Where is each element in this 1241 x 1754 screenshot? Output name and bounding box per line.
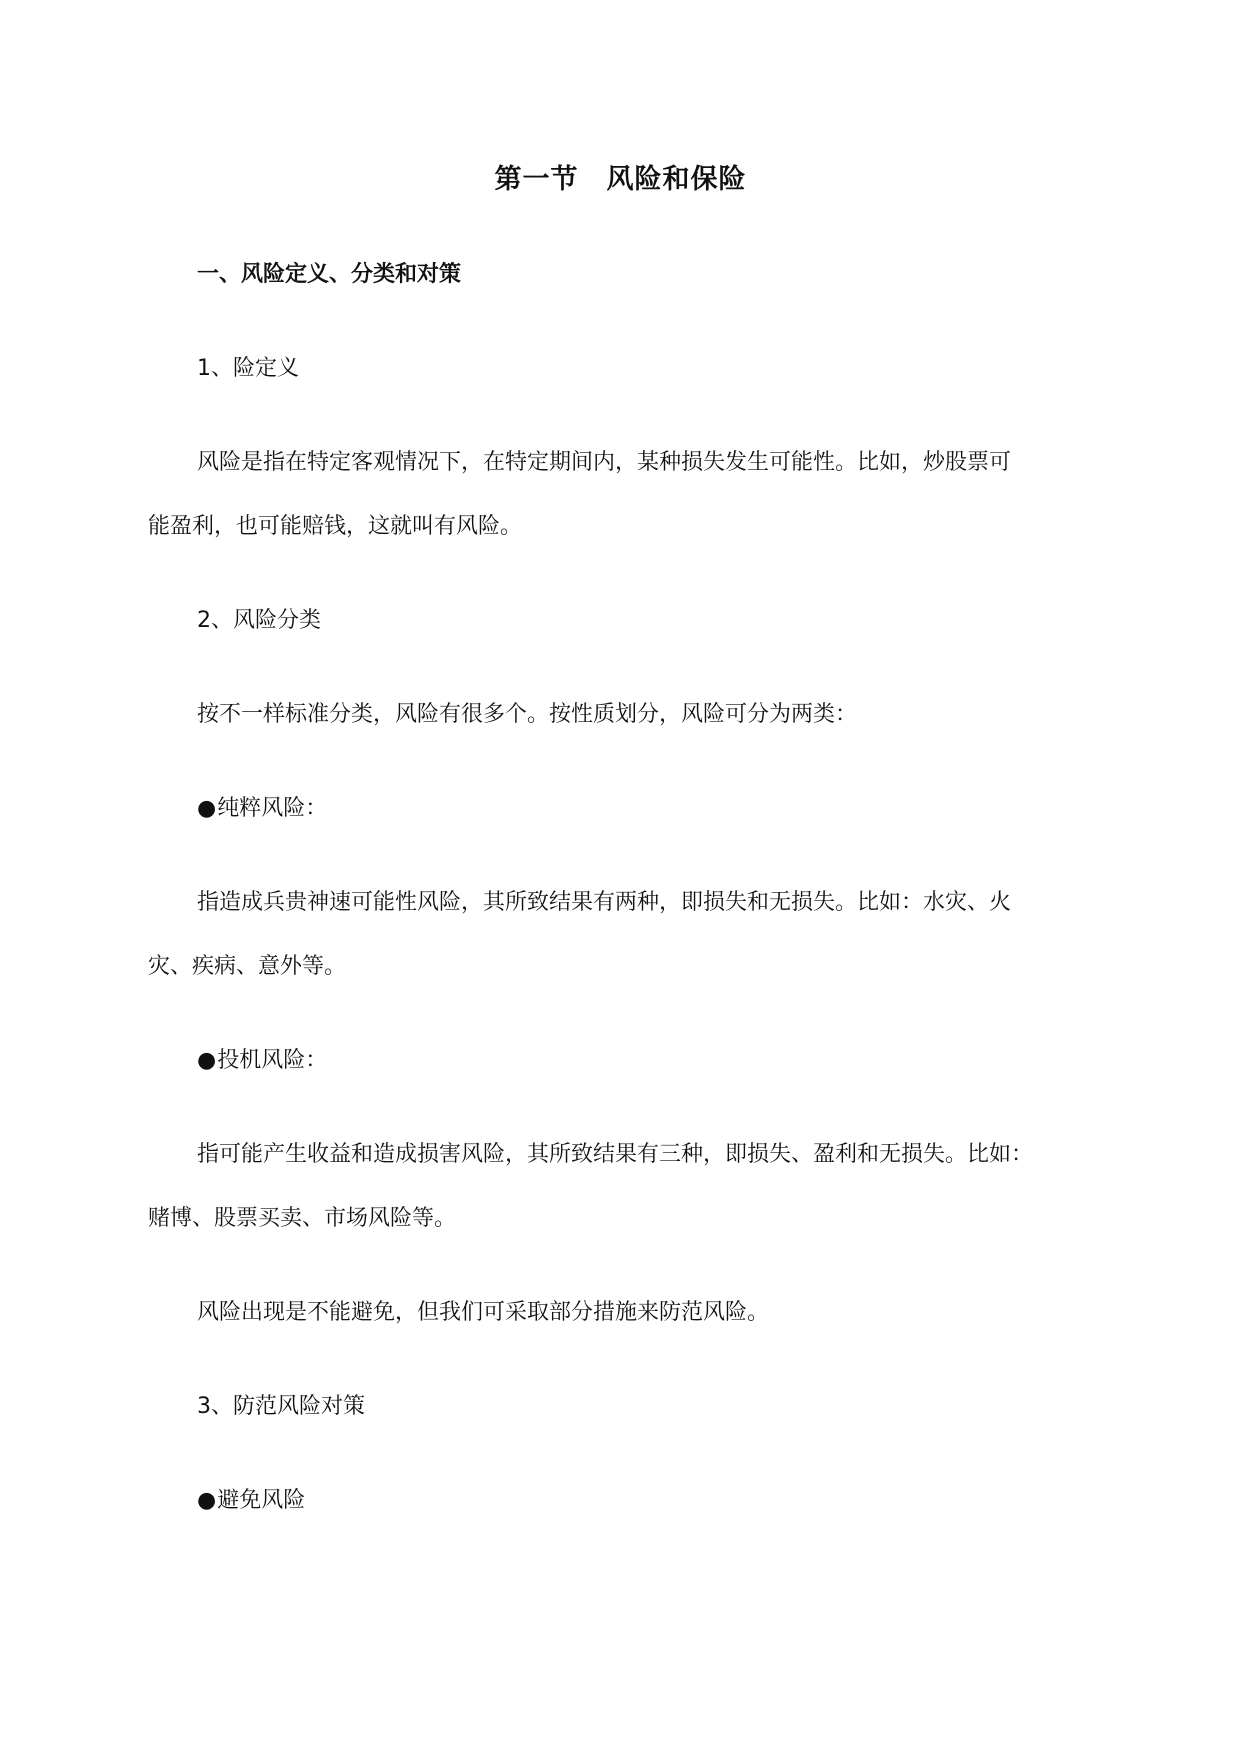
section-heading: 一、风险定义、分类和对策 <box>197 262 462 287</box>
bullet-pure-risk <box>197 792 327 826</box>
paragraph-risk-definition-line2: 能盈利，也可能赔钱，这就叫有风险。 <box>148 514 523 539</box>
paragraph-speculative-risk-line1: 指可能产生收益和造成损害风险，其所致结果有三种，即损失、盈利和无损失。比如： <box>197 1142 1034 1167</box>
bullet-dot-icon: ● <box>197 1048 217 1073</box>
paragraph-risk-classification: 按不一样标准分类，风险有很多个。按性质划分，风险可分为两类： <box>197 702 858 727</box>
subsection-heading-3: 3、防范风险对策 <box>197 1394 365 1419</box>
bullet-dot-icon: ● <box>197 796 217 821</box>
page-title: 第一节 风险和保险 <box>494 164 747 195</box>
pure-risk-label: 纯粹风险： <box>217 796 328 821</box>
subsection-heading-2: 2、风险分类 <box>197 608 321 633</box>
bullet-speculative-risk <box>197 1044 327 1078</box>
paragraph-pure-risk-line1: 指造成兵贵神速可能性风险，其所致结果有两种，即损失和无损失。比如：水灾、火 <box>197 890 1012 915</box>
bullet-avoid-risk <box>197 1484 305 1518</box>
speculative-risk-label: 投机风险： <box>217 1048 328 1073</box>
paragraph-speculative-risk-line2: 赌博、股票买卖、市场风险等。 <box>148 1206 457 1231</box>
paragraph-pure-risk-line2: 灾、疾病、意外等。 <box>148 954 347 979</box>
paragraph-risk-prevention: 风险出现是不能避免，但我们可采取部分措施来防范风险。 <box>197 1300 770 1325</box>
paragraph-risk-definition-line1: 风险是指在特定客观情况下，在特定期间内，某种损失发生可能性。比如，炒股票可 <box>197 450 1012 475</box>
bullet-dot-icon: ● <box>197 1488 217 1513</box>
subsection-heading-1: 1、险定义 <box>197 356 299 381</box>
avoid-risk-label: 避免风险 <box>217 1488 306 1513</box>
